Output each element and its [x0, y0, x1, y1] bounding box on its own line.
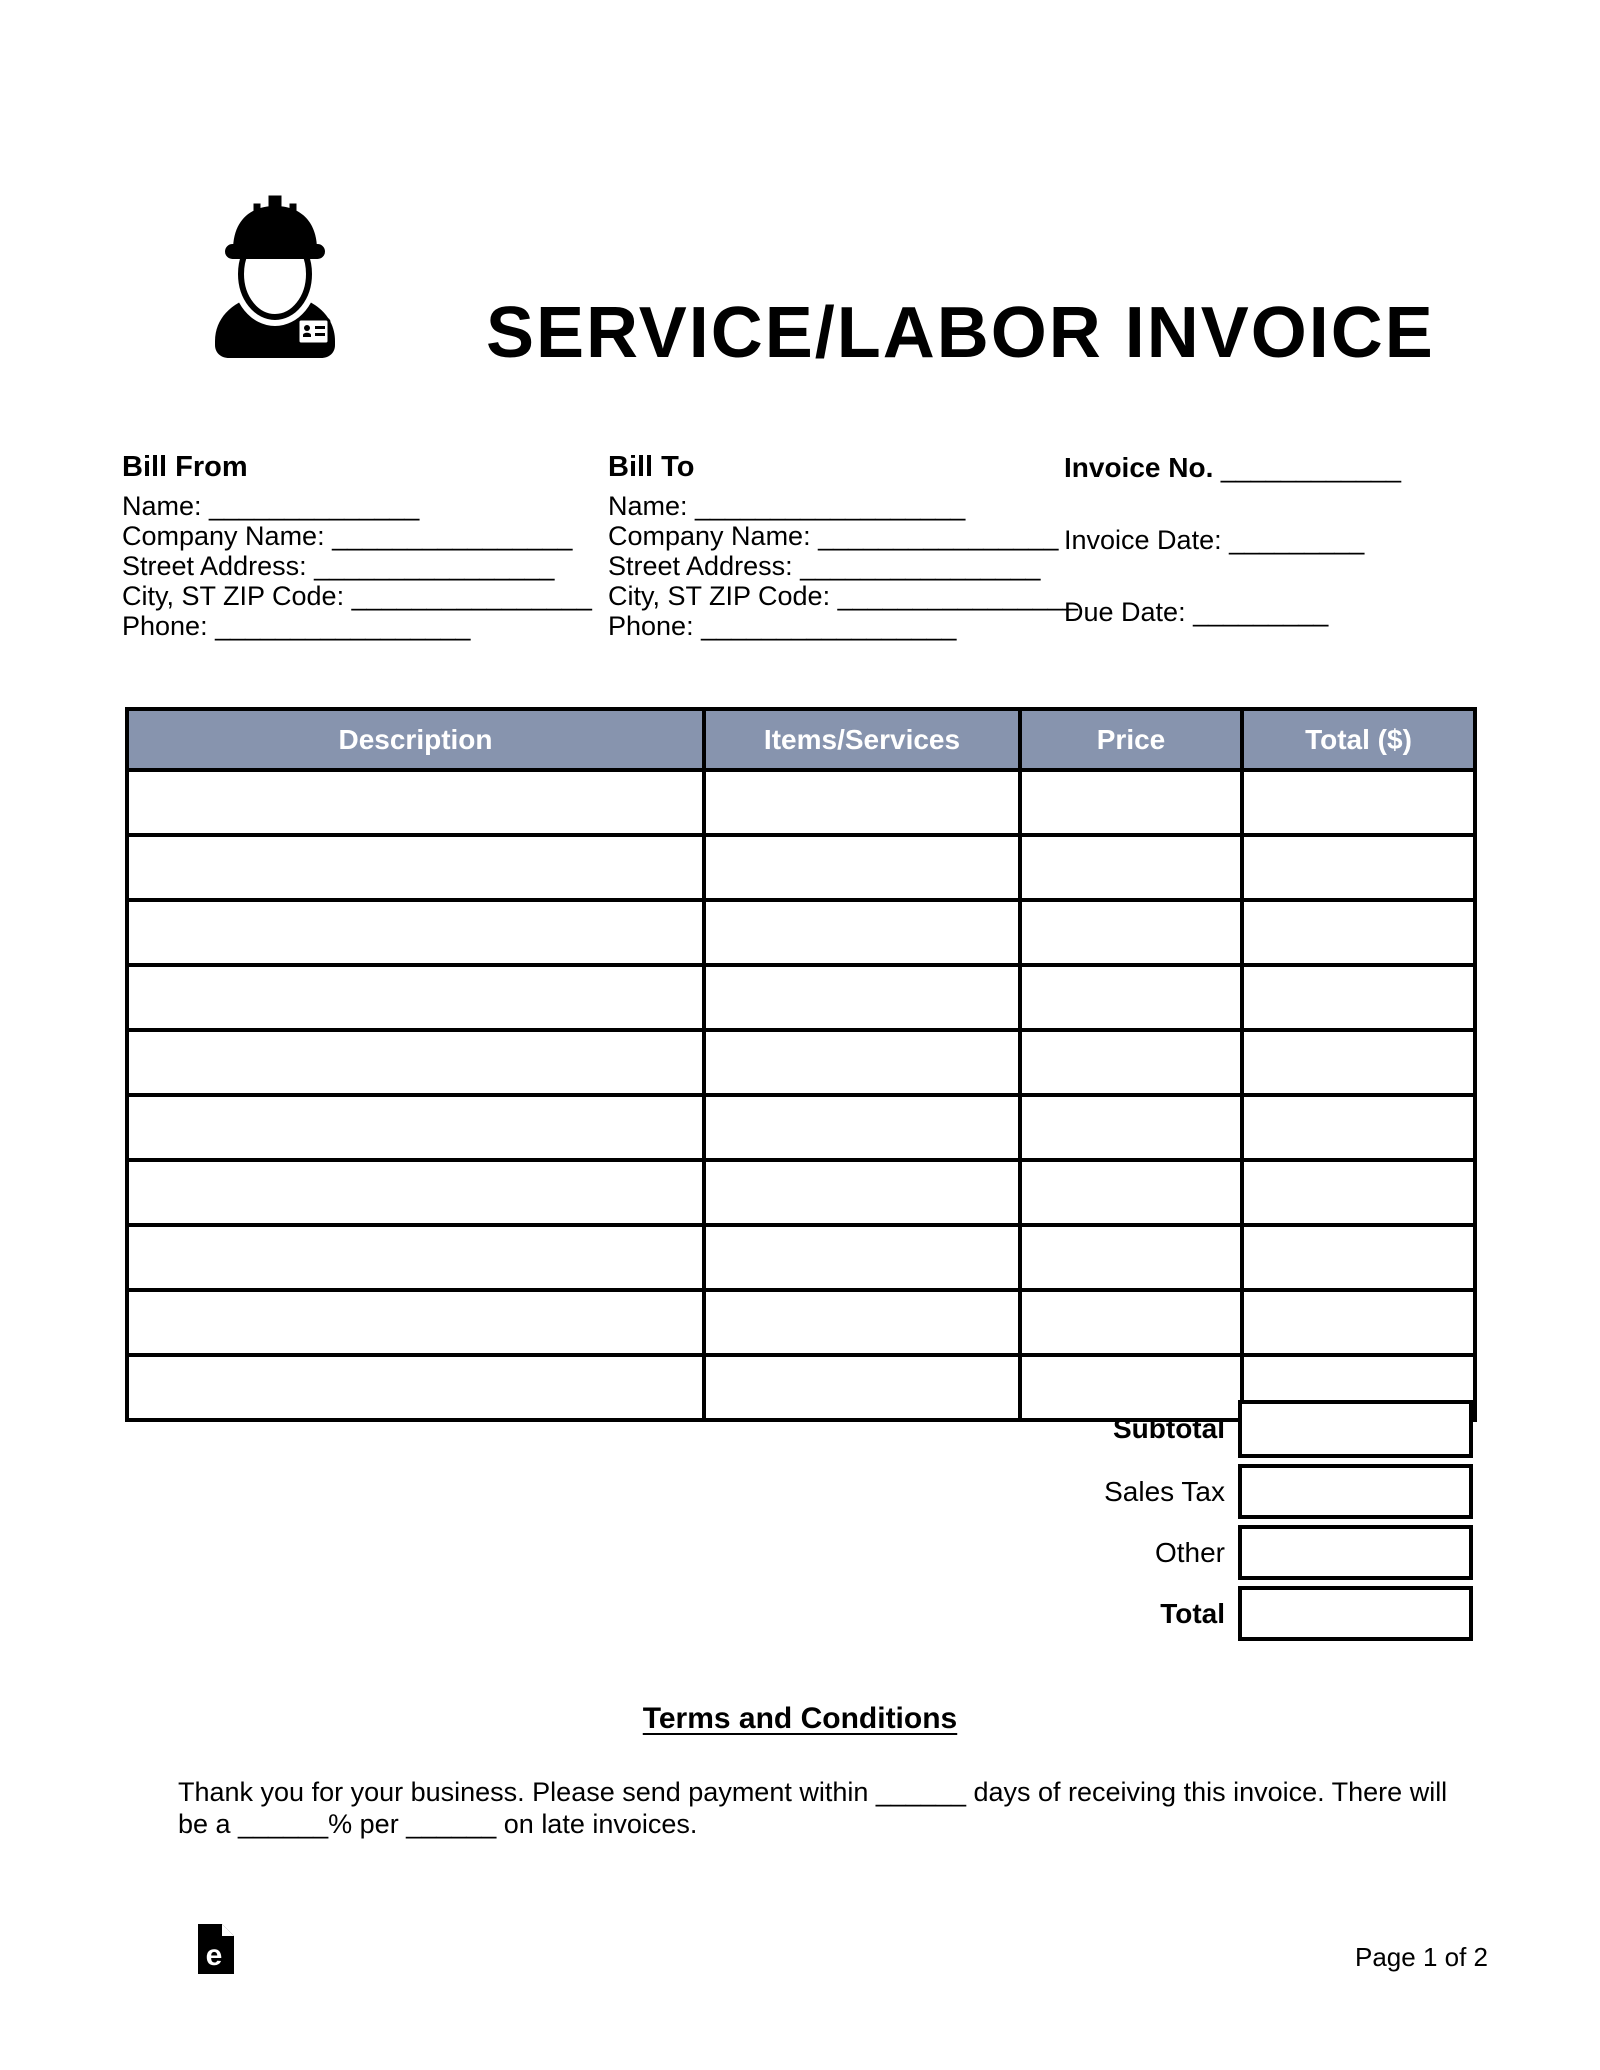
other-label: Other [1154, 1537, 1225, 1568]
bill-from-heading: Bill From [122, 451, 248, 483]
total-label: Total [1160, 1598, 1225, 1629]
subtotal-value-box[interactable] [1238, 1400, 1473, 1458]
table-cell[interactable] [1020, 835, 1242, 900]
table-row [127, 835, 1475, 900]
bill-to-phone-line[interactable]: Phone: _________________ [608, 611, 957, 641]
table-cell[interactable] [127, 835, 704, 900]
terms-heading: Terms and Conditions [642, 1702, 958, 1735]
table-cell[interactable] [127, 1225, 704, 1290]
table-row [127, 1225, 1475, 1290]
column-header-description: Description [127, 709, 704, 770]
table-cell[interactable] [1242, 1095, 1475, 1160]
table-cell[interactable] [1020, 1030, 1242, 1095]
bill-to-company-line[interactable]: Company Name: ________________ [608, 521, 1059, 551]
table-cell[interactable] [704, 770, 1020, 835]
sales-tax-label: Sales Tax [1104, 1476, 1225, 1507]
invoice-number-blank[interactable]: ____________ [1213, 453, 1402, 483]
table-cell[interactable] [127, 965, 704, 1030]
table-cell[interactable] [127, 1290, 704, 1355]
svg-text:e: e [205, 1939, 223, 1972]
table-cell[interactable] [127, 770, 704, 835]
page-title: SERVICE/LABOR INVOICE [486, 293, 1435, 373]
table-cell[interactable] [704, 835, 1020, 900]
table-row [127, 1030, 1475, 1095]
bill-from-company-line[interactable]: Company Name: ________________ [122, 521, 573, 551]
invoice-date-line[interactable] [1064, 525, 1494, 556]
table-cell[interactable] [1020, 770, 1242, 835]
column-header-items-services: Items/Services [704, 709, 1020, 770]
bill-to-section [608, 451, 1078, 641]
column-header-price: Price [1020, 709, 1242, 770]
table-row [127, 770, 1475, 835]
due-date-line[interactable] [1064, 597, 1494, 628]
bill-from-name-line[interactable]: Name: ______________ [122, 491, 420, 521]
page-indicator: Page 1 of 2 [1355, 1942, 1488, 1972]
due-date-label: Due Date: [1064, 597, 1186, 627]
table-cell[interactable] [1242, 965, 1475, 1030]
items-table [125, 707, 1477, 1422]
table-cell[interactable] [1020, 1160, 1242, 1225]
table-row [127, 1160, 1475, 1225]
due-date-blank[interactable]: _________ [1185, 597, 1329, 627]
table-cell[interactable] [1242, 835, 1475, 900]
table-cell[interactable] [1020, 1095, 1242, 1160]
table-row [127, 965, 1475, 1030]
items-table-body [127, 770, 1475, 1420]
table-cell[interactable] [704, 1160, 1020, 1225]
subtotal-label: Subtotal [1113, 1413, 1225, 1444]
table-cell[interactable] [704, 965, 1020, 1030]
table-cell[interactable] [704, 1030, 1020, 1095]
table-cell[interactable] [127, 1160, 704, 1225]
total-value-box[interactable] [1238, 1586, 1473, 1641]
table-cell[interactable] [1242, 770, 1475, 835]
bill-from-section [122, 452, 592, 641]
column-header-total: Total ($) [1242, 709, 1475, 770]
invoice-number-label: Invoice No. [1064, 452, 1214, 483]
invoice-date-label: Invoice Date: [1064, 525, 1222, 555]
sales-tax-value-box[interactable] [1238, 1464, 1473, 1519]
table-cell[interactable] [127, 1095, 704, 1160]
table-cell[interactable] [127, 900, 704, 965]
table-cell[interactable] [704, 1225, 1020, 1290]
terms-body[interactable]: Thank you for your business. Please send payment within ______ days of receiving this invoice. There will be a ______% per ______ on late invoices. [178, 1777, 1448, 1839]
construction-worker-icon [205, 193, 345, 360]
invoice-date-blank[interactable]: _________ [1221, 525, 1365, 555]
table-header-row [127, 709, 1475, 770]
eforms-logo-icon [198, 1924, 234, 1974]
table-cell[interactable] [1242, 900, 1475, 965]
other-value-box[interactable] [1238, 1525, 1473, 1580]
invoice-number-line[interactable] [1064, 452, 1494, 484]
table-cell[interactable] [1020, 1290, 1242, 1355]
bill-to-city-line[interactable]: City, ST ZIP Code: ________________ [608, 581, 1078, 611]
table-cell[interactable] [1242, 1225, 1475, 1290]
table-cell[interactable] [704, 900, 1020, 965]
table-cell[interactable] [704, 1290, 1020, 1355]
table-cell[interactable] [1020, 965, 1242, 1030]
bill-to-name-line[interactable]: Name: __________________ [608, 491, 966, 521]
table-row [127, 1290, 1475, 1355]
table-cell[interactable] [127, 1355, 704, 1420]
bill-from-phone-line[interactable]: Phone: _________________ [122, 611, 471, 641]
table-cell[interactable] [1242, 1290, 1475, 1355]
table-cell[interactable] [1020, 1225, 1242, 1290]
table-cell[interactable] [1020, 900, 1242, 965]
bill-to-heading: Bill To [608, 451, 695, 483]
bill-to-street-line[interactable]: Street Address: ________________ [608, 551, 1041, 581]
bill-from-street-line[interactable]: Street Address: ________________ [122, 551, 555, 581]
table-cell[interactable] [127, 1030, 704, 1095]
table-cell[interactable] [1242, 1030, 1475, 1095]
table-row [127, 900, 1475, 965]
bill-from-city-line[interactable]: City, ST ZIP Code: ________________ [122, 581, 592, 611]
table-cell[interactable] [704, 1095, 1020, 1160]
table-cell[interactable] [1242, 1160, 1475, 1225]
table-row [127, 1095, 1475, 1160]
